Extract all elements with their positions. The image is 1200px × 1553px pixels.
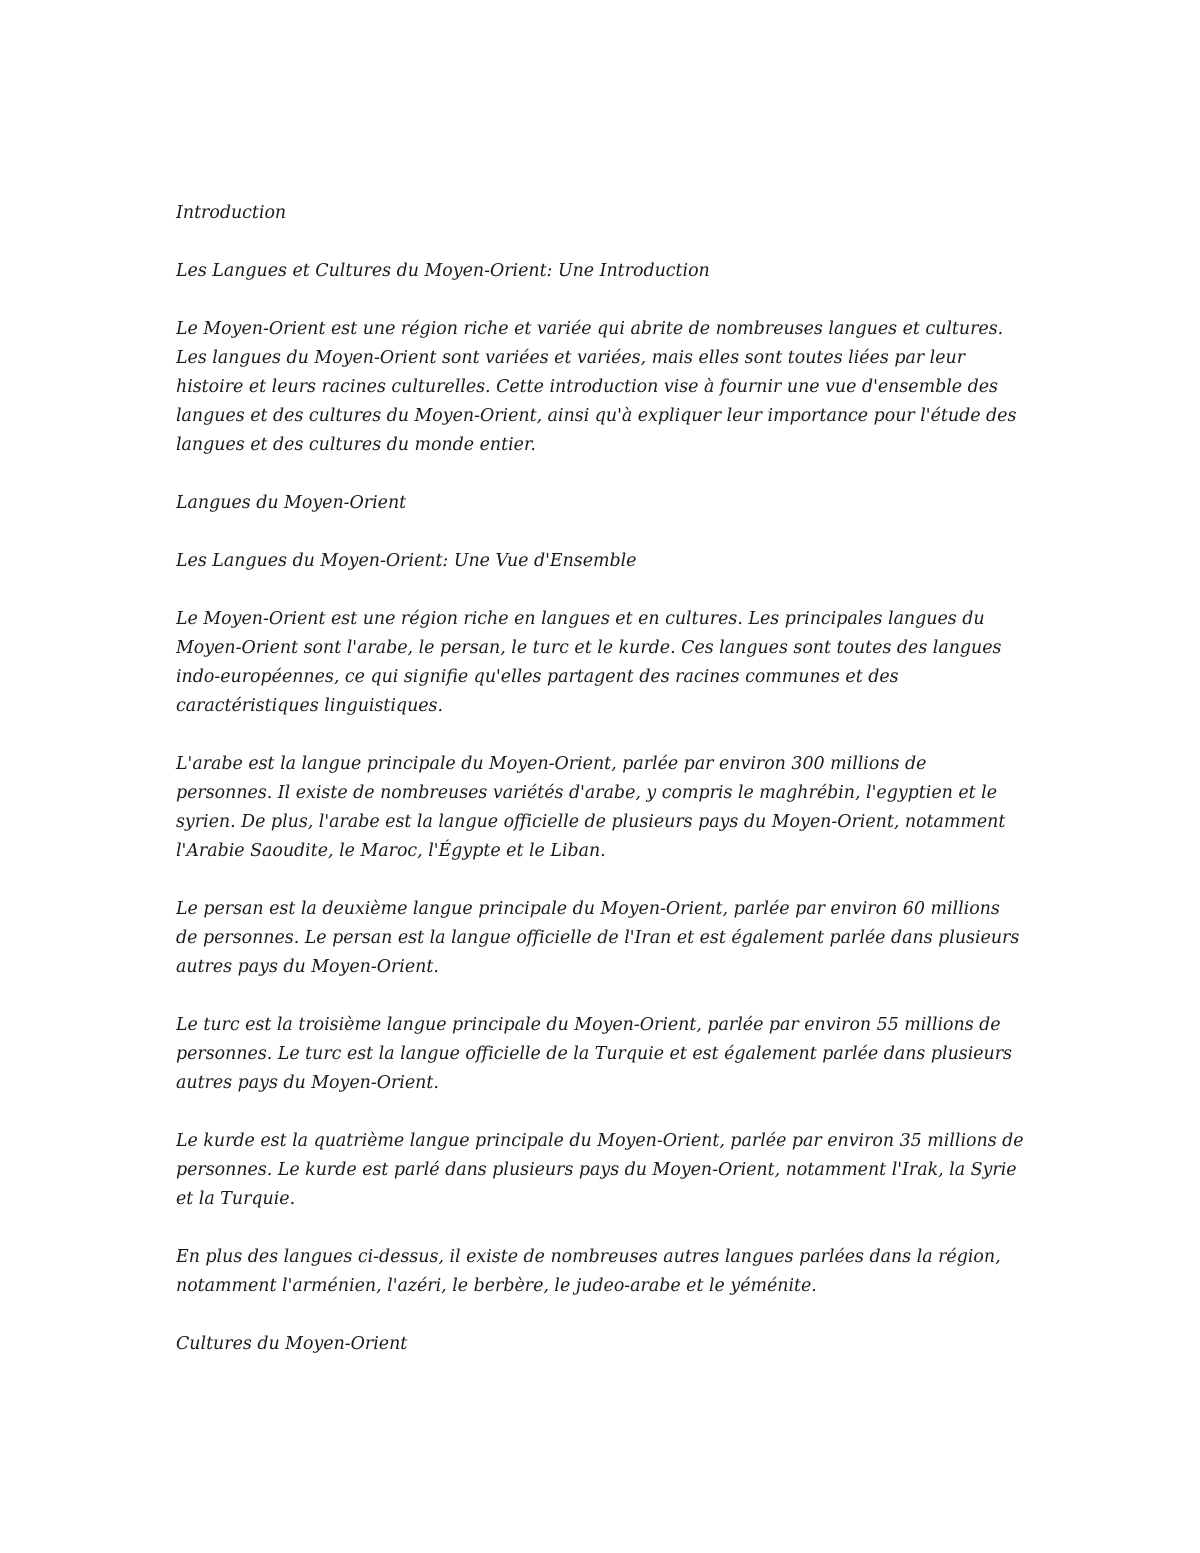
paragraph-persan: Le persan est la deuxième langue principale du Moyen-Orient, parlée par environ 60 millions de personnes. Le persan est la langue officielle de l'Iran et est également parlée dans plusieurs autres pays du Moyen-Orient. [176,899,1020,977]
paragraph-overview: Le Moyen-Orient est une région riche en langues et en cultures. Les principales langues du Moyen-Orient sont l'arabe, le persan, le turc et le kurde. Ces langues sont toutes des langues indo-européennes, ce qui signifie qu'elles partagent des racines communes et des caractéristiques linguistiques. [176,609,1002,716]
section-heading-introduction: Introduction [176,203,287,223]
paragraph-autres-langues: En plus des langues ci-dessus, il existe de nombreuses autres langues parlées dans la région, notamment l'arménien, l'azéri, le berbère, le judeo-arabe et le yéménite. [176,1247,1001,1296]
subsection-title-vue-ensemble: Les Langues du Moyen-Orient: Une Vue d'Ensemble [176,551,637,571]
paragraph-kurde: Le kurde est la quatrième langue principale du Moyen-Orient, parlée par environ 35 millions de personnes. Le kurde est parlé dans plusieurs pays du Moyen-Orient, notamment l'Irak, la Syrie et la Turquie. [176,1131,1024,1209]
document-body [176,199,1026,1388]
paragraph-introduction: Le Moyen-Orient est une région riche et variée qui abrite de nombreuses langues et cultures. Les langues du Moyen-Orient sont variées et variées, mais elles sont toutes liées par leur histoire et leurs racines culturelles. Cette introduction vise à fournir une vue d'ensemble des langues et des cultures du Moyen-Orient, ainsi qu'à expliquer leur importance pour l'étude des langues et des cultures du monde entier. [176,319,1017,455]
section-heading-langues: Langues du Moyen-Orient [176,493,407,513]
paragraph-arabe: L'arabe est la langue principale du Moyen-Orient, parlée par environ 300 millions de personnes. Il existe de nombreuses variétés d'arabe, y compris le maghrébin, l'egyptien et le syrien. De plus, l'arabe est la langue officielle de plusieurs pays du Moyen-Orient, notamment l'Arabie Saoudite, le Maroc, l'Égypte et le Liban. [176,754,1006,861]
section-heading-cultures: Cultures du Moyen-Orient [176,1334,408,1354]
paragraph-turc: Le turc est la troisième langue principale du Moyen-Orient, parlée par environ 55 millions de personnes. Le turc est la langue officielle de la Turquie et est également parlée dans plusieurs autres pays du Moyen-Orient. [176,1015,1012,1093]
document-title: Les Langues et Cultures du Moyen-Orient: Une Introduction [176,261,710,281]
